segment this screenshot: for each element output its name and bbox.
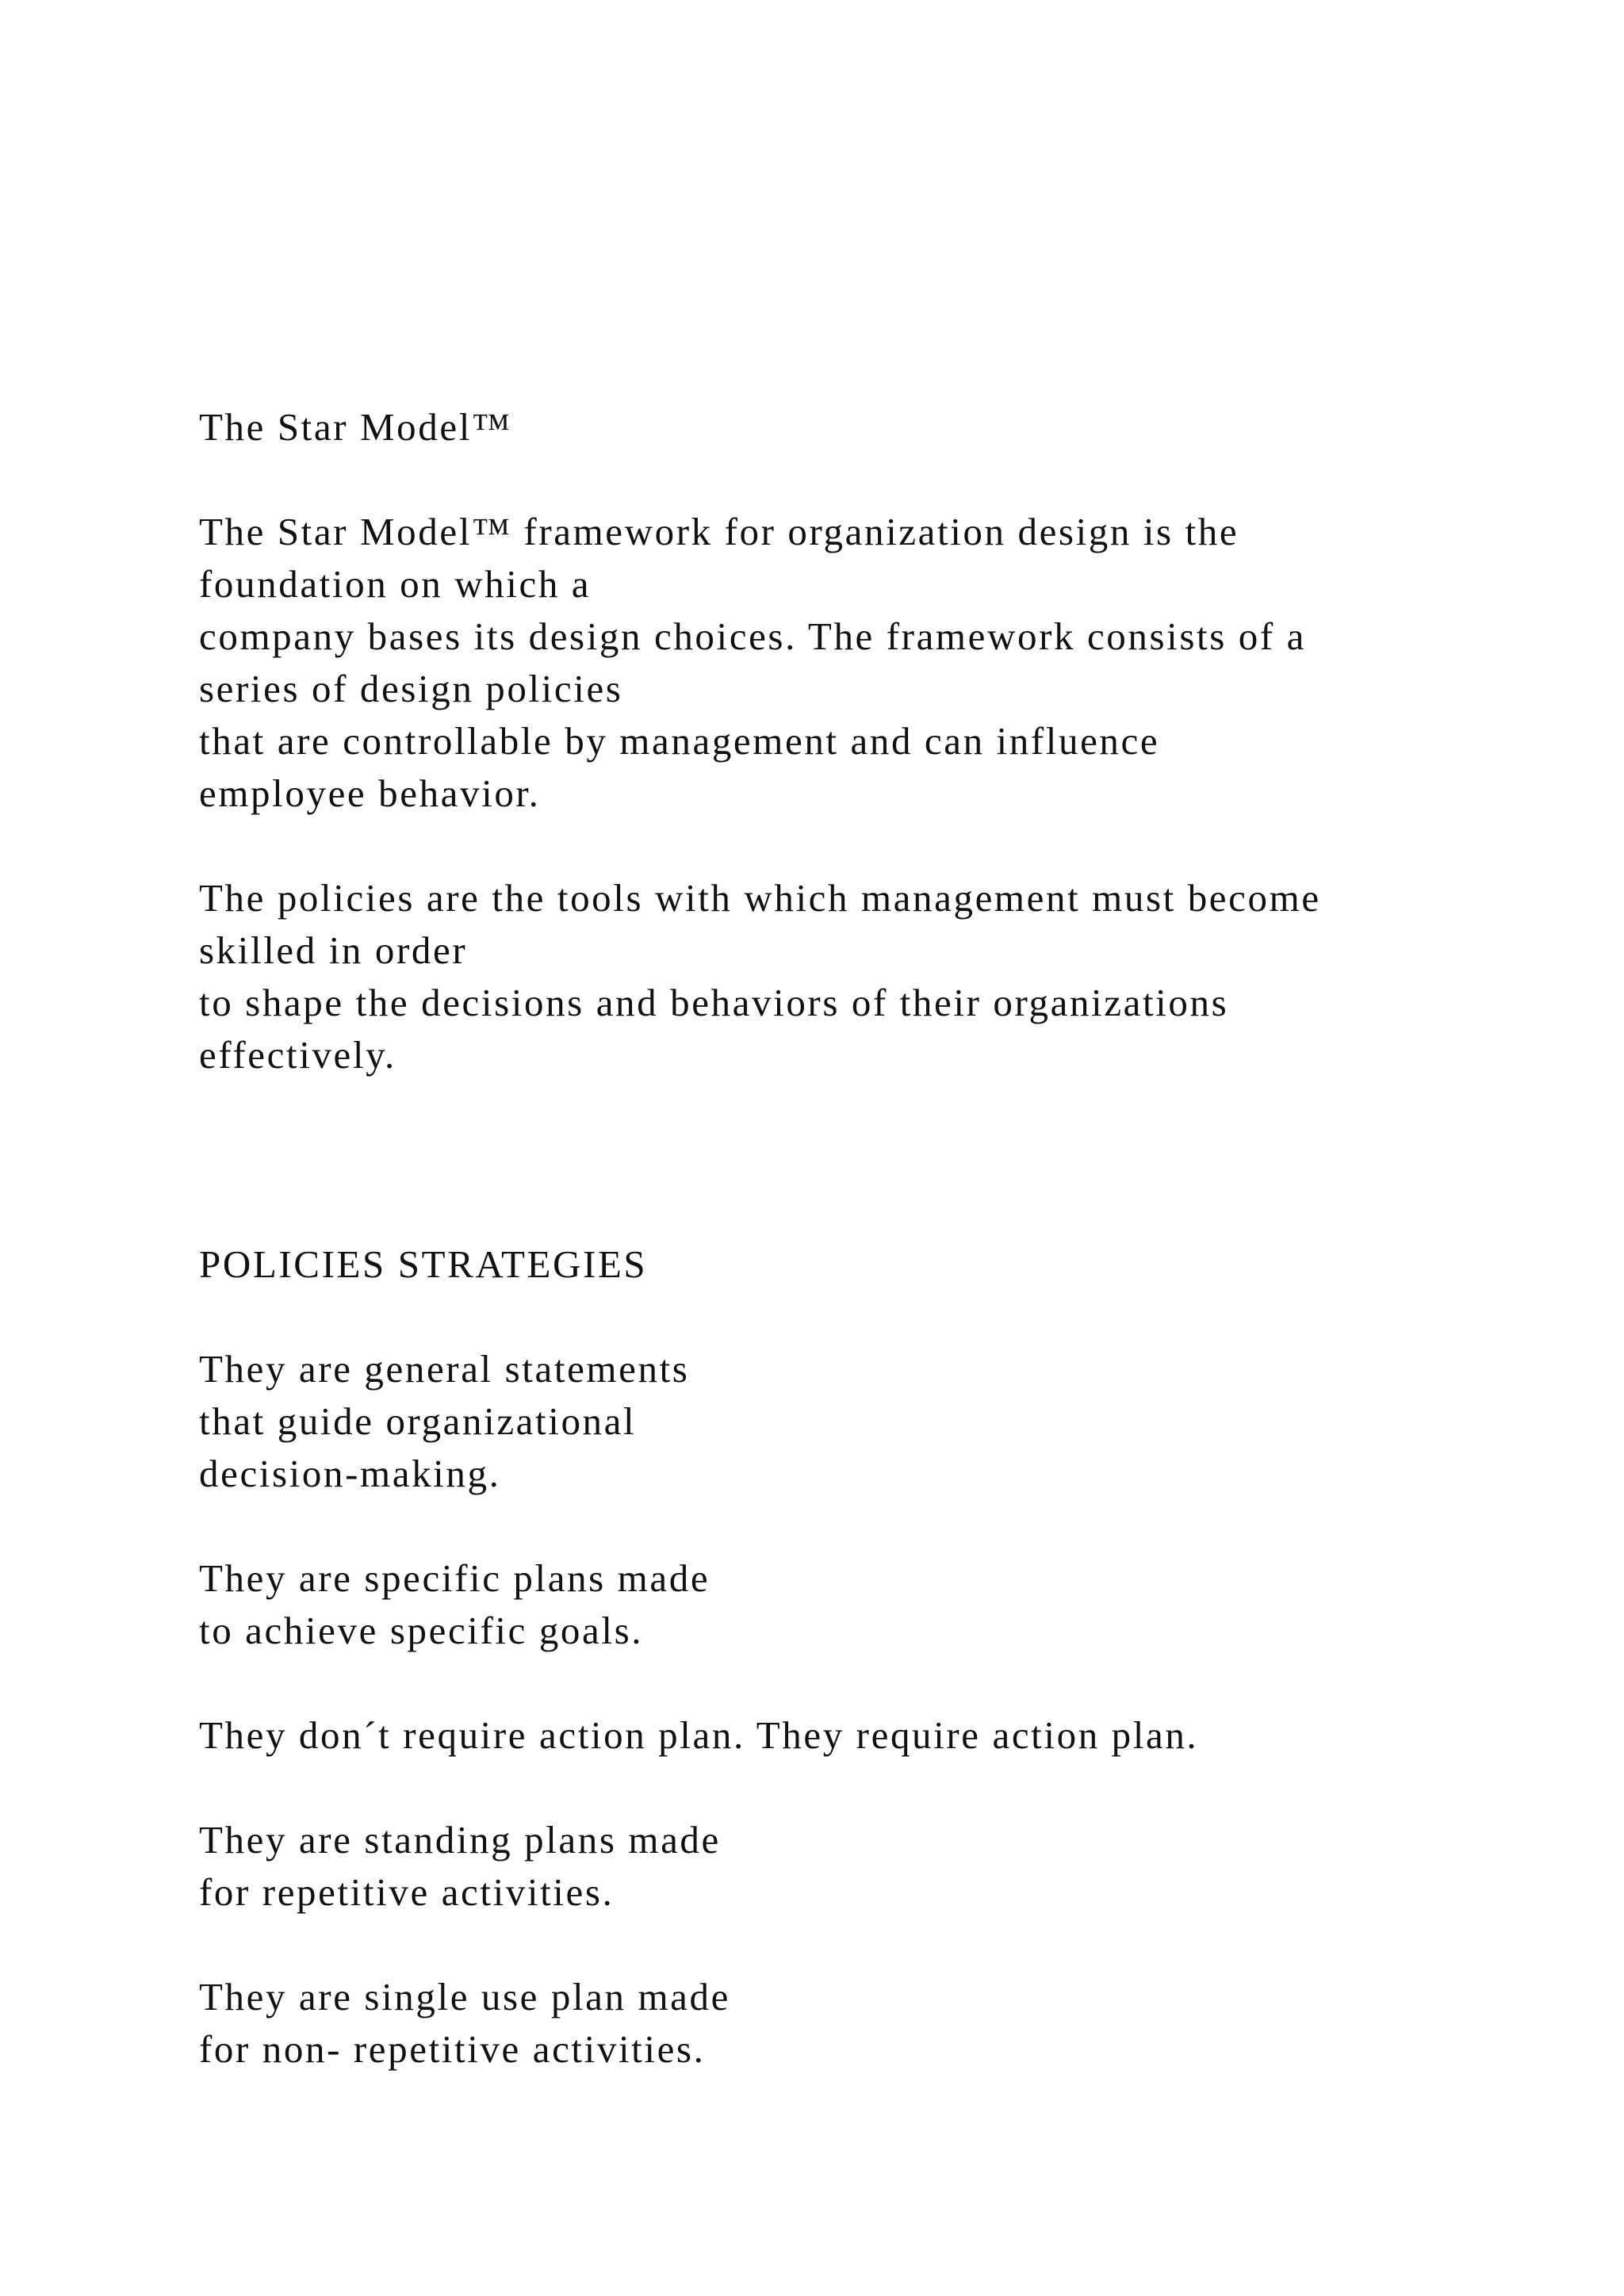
- intro-line: The Star Model™ framework for organization design is the: [199, 510, 1239, 553]
- intro-line: that are controllable by management and can influence: [199, 719, 1160, 763]
- comparison-line: They are general statements: [199, 1347, 690, 1391]
- policies-line: skilled in order: [199, 928, 468, 972]
- comparison-line: for non- repetitive activities.: [199, 2027, 706, 2071]
- intro-line: series of design policies: [199, 667, 623, 710]
- spacer: [199, 1081, 1595, 1238]
- policies-line: The policies are the tools with which management must become: [199, 876, 1321, 920]
- document-body: [199, 401, 1595, 2076]
- spacer: [199, 1657, 1595, 1709]
- spacer: [199, 1919, 1595, 1971]
- comparison-line: that guide organizational: [199, 1399, 637, 1443]
- policies-line: effectively.: [199, 1033, 396, 1077]
- comparison-line: for repetitive activities.: [199, 1870, 615, 1914]
- comparison-line: They are specific plans made: [199, 1556, 710, 1600]
- comparison-line: decision-making.: [199, 1452, 501, 1495]
- spacer: [199, 453, 1595, 506]
- spacer: [199, 820, 1595, 872]
- spacer: [199, 1291, 1595, 1343]
- intro-line: foundation on which a: [199, 562, 592, 606]
- document-title: The Star Model™: [199, 405, 512, 449]
- section-heading: POLICIES STRATEGIES: [199, 1242, 648, 1286]
- policies-line: to shape the decisions and behaviors of their organizations: [199, 981, 1229, 1024]
- comparison-line: to achieve specific goals.: [199, 1609, 644, 1652]
- intro-line: employee behavior.: [199, 771, 541, 815]
- comparison-line: They are standing plans made: [199, 1818, 721, 1862]
- spacer: [199, 1762, 1595, 1814]
- comparison-line: They don´t require action plan. They require action plan.: [199, 1713, 1199, 1757]
- spacer: [199, 1500, 1595, 1552]
- intro-line: company bases its design choices. The framework consists of a: [199, 614, 1306, 658]
- comparison-line: They are single use plan made: [199, 1975, 730, 2019]
